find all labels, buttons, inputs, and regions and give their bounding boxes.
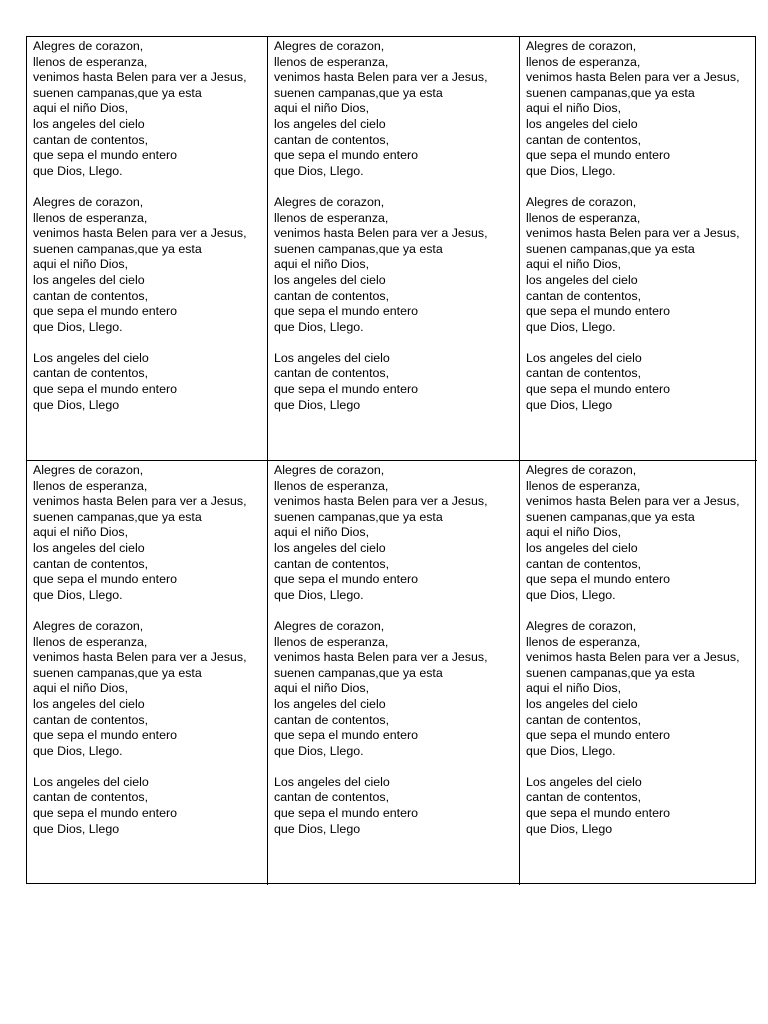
lyric-line: que sepa el mundo entero [526,806,670,821]
lyric-line: cantan de contentos, [33,790,149,805]
lyric-line: los angeles del cielo [274,696,386,711]
lyric-line: que Dios, Llego. [274,163,364,178]
verse-stanza [274,195,515,335]
lyric-line: que sepa el mundo entero [274,728,418,743]
lyric-line: los angeles del cielo [274,540,386,555]
lyric-line: que sepa el mundo entero [274,806,418,821]
lyric-line: venimos hasta Belen para ver a Jesus, [33,70,247,85]
lyric-line: llenos de esperanza, [274,210,389,225]
lyric-line: cantan de contentos, [526,712,642,727]
verse-stanza [526,463,749,603]
lyrics-card [27,461,268,885]
lyric-line: Los angeles del cielo [33,774,149,789]
lyric-line: aqui el niño Dios, [33,525,129,540]
lyric-line: que Dios, Llego. [274,319,364,334]
lyric-line: que Dios, Llego. [526,319,616,334]
lyric-line: los angeles del cielo [526,540,638,555]
lyric-line: llenos de esperanza, [33,634,148,649]
lyric-line: cantan de contentos, [526,132,642,147]
lyric-line: Alegres de corazon, [274,194,385,209]
lyric-line: que sepa el mundo entero [526,382,670,397]
lyric-line: que Dios, Llego. [526,587,616,602]
lyric-line: cantan de contentos, [526,366,642,381]
lyric-line: venimos hasta Belen para ver a Jesus, [526,494,740,509]
verse-stanza [33,39,257,179]
chorus-stanza [274,775,515,837]
lyric-line: llenos de esperanza, [33,210,148,225]
lyric-line: Los angeles del cielo [274,350,390,365]
lyric-line: los angeles del cielo [526,272,638,287]
lyric-line: suenen campanas,que ya esta [33,509,202,524]
lyric-line: llenos de esperanza, [33,54,148,69]
lyric-line: llenos de esperanza, [274,634,389,649]
lyric-line: cantan de contentos, [274,712,390,727]
lyric-line: aqui el niño Dios, [33,101,129,116]
lyric-line: aqui el niño Dios, [526,257,622,272]
lyric-line: que sepa el mundo entero [526,728,670,743]
lyric-line: venimos hasta Belen para ver a Jesus, [274,70,488,85]
lyric-line: Los angeles del cielo [526,774,642,789]
chorus-stanza [274,351,515,413]
lyric-line: suenen campanas,que ya esta [526,509,695,524]
lyric-line: cantan de contentos, [33,132,149,147]
chorus-stanza [33,775,257,837]
lyrics-card [268,37,520,461]
lyric-line: los angeles del cielo [526,696,638,711]
lyric-line: llenos de esperanza, [274,54,389,69]
lyric-line: llenos de esperanza, [526,478,641,493]
lyric-line: suenen campanas,que ya esta [274,665,443,680]
chorus-stanza [526,775,749,837]
lyric-line: cantan de contentos, [33,366,149,381]
lyric-line: Alegres de corazon, [274,39,385,53]
lyric-line: que Dios, Llego [274,397,361,412]
lyric-line: suenen campanas,que ya esta [274,85,443,100]
lyric-line: que sepa el mundo entero [274,148,418,163]
lyric-line: Alegres de corazon, [526,39,637,53]
lyric-line: que sepa el mundo entero [526,148,670,163]
lyric-line: que Dios, Llego. [526,163,616,178]
verse-stanza [526,195,749,335]
lyric-line: que Dios, Llego. [274,587,364,602]
lyric-line: que Dios, Llego [526,397,613,412]
lyric-line: venimos hasta Belen para ver a Jesus, [274,226,488,241]
lyric-line: los angeles del cielo [274,116,386,131]
lyric-line: aqui el niño Dios, [33,257,129,272]
lyric-line: Los angeles del cielo [33,350,149,365]
lyric-line: que Dios, Llego. [33,163,123,178]
lyric-line: cantan de contentos, [526,790,642,805]
lyric-line: Alegres de corazon, [526,618,637,633]
lyric-line: que sepa el mundo entero [526,572,670,587]
lyrics-card-grid [26,36,756,884]
lyric-line: suenen campanas,que ya esta [33,241,202,256]
lyric-line: los angeles del cielo [526,116,638,131]
lyric-line: cantan de contentos, [526,288,642,303]
verse-stanza [274,463,515,603]
lyric-line: Los angeles del cielo [274,774,390,789]
verse-stanza [33,463,257,603]
lyric-line: suenen campanas,que ya esta [274,509,443,524]
lyric-line: venimos hasta Belen para ver a Jesus, [526,70,740,85]
lyric-line: cantan de contentos, [33,288,149,303]
lyric-line: que Dios, Llego [274,821,361,836]
lyric-line: que sepa el mundo entero [274,382,418,397]
lyric-line: que sepa el mundo entero [274,304,418,319]
lyric-line: aqui el niño Dios, [274,681,370,696]
lyric-line: venimos hasta Belen para ver a Jesus, [274,650,488,665]
lyric-line: llenos de esperanza, [526,210,641,225]
lyrics-card [520,461,757,885]
lyrics-card [520,37,757,461]
lyric-line: suenen campanas,que ya esta [526,665,695,680]
lyric-line: venimos hasta Belen para ver a Jesus, [33,650,247,665]
lyric-line: Alegres de corazon, [274,463,385,477]
lyric-line: aqui el niño Dios, [526,525,622,540]
lyric-line: aqui el niño Dios, [526,101,622,116]
lyric-line: Alegres de corazon, [274,618,385,633]
lyric-line: los angeles del cielo [274,272,386,287]
lyric-line: aqui el niño Dios, [274,525,370,540]
lyric-line: que Dios, Llego. [274,743,364,758]
lyric-line: Alegres de corazon, [33,618,144,633]
lyric-line: venimos hasta Belen para ver a Jesus, [33,494,247,509]
lyric-line: los angeles del cielo [33,116,145,131]
lyric-line: que Dios, Llego [33,397,120,412]
lyric-line: cantan de contentos, [526,556,642,571]
lyrics-card [27,37,268,461]
lyric-line: cantan de contentos, [274,132,390,147]
lyric-line: que sepa el mundo entero [33,304,177,319]
lyric-line: llenos de esperanza, [274,478,389,493]
verse-stanza [274,39,515,179]
verse-stanza [274,619,515,759]
lyric-line: llenos de esperanza, [526,54,641,69]
lyric-line: venimos hasta Belen para ver a Jesus, [33,226,247,241]
lyric-line: que Dios, Llego. [33,319,123,334]
lyric-line: llenos de esperanza, [33,478,148,493]
lyric-line: Alegres de corazon, [526,194,637,209]
verse-stanza [33,195,257,335]
lyric-line: cantan de contentos, [33,556,149,571]
lyric-line: venimos hasta Belen para ver a Jesus, [274,494,488,509]
verse-stanza [33,619,257,759]
lyric-line: que Dios, Llego. [33,587,123,602]
lyric-line: los angeles del cielo [33,272,145,287]
lyric-line: Alegres de corazon, [33,194,144,209]
lyric-line: que sepa el mundo entero [526,304,670,319]
lyric-line: que sepa el mundo entero [33,572,177,587]
lyric-line: aqui el niño Dios, [526,681,622,696]
lyric-line: cantan de contentos, [274,556,390,571]
lyric-line: que sepa el mundo entero [33,148,177,163]
lyrics-card [268,461,520,885]
lyric-line: los angeles del cielo [33,540,145,555]
lyric-line: Alegres de corazon, [33,39,144,53]
chorus-stanza [526,351,749,413]
lyric-line: cantan de contentos, [274,790,390,805]
lyric-line: que sepa el mundo entero [33,728,177,743]
lyric-line: que Dios, Llego. [33,743,123,758]
lyric-line: suenen campanas,que ya esta [526,85,695,100]
lyric-line: aqui el niño Dios, [274,101,370,116]
verse-stanza [526,39,749,179]
lyric-line: suenen campanas,que ya esta [33,85,202,100]
lyric-line: venimos hasta Belen para ver a Jesus, [526,650,740,665]
lyric-line: suenen campanas,que ya esta [274,241,443,256]
lyric-line: que sepa el mundo entero [274,572,418,587]
lyric-line: cantan de contentos, [274,288,390,303]
lyric-line: aqui el niño Dios, [33,681,129,696]
lyric-line: los angeles del cielo [33,696,145,711]
lyric-line: suenen campanas,que ya esta [526,241,695,256]
lyric-line: suenen campanas,que ya esta [33,665,202,680]
lyric-line: cantan de contentos, [33,712,149,727]
lyric-line: cantan de contentos, [274,366,390,381]
lyric-line: aqui el niño Dios, [274,257,370,272]
lyric-line: Alegres de corazon, [33,463,144,477]
lyric-line: venimos hasta Belen para ver a Jesus, [526,226,740,241]
verse-stanza [526,619,749,759]
lyric-line: que Dios, Llego [33,821,120,836]
lyric-line: que sepa el mundo entero [33,806,177,821]
lyric-line: llenos de esperanza, [526,634,641,649]
lyric-line: Alegres de corazon, [526,463,637,477]
chorus-stanza [33,351,257,413]
lyric-line: Los angeles del cielo [526,350,642,365]
lyric-line: que Dios, Llego [526,821,613,836]
lyric-line: que sepa el mundo entero [33,382,177,397]
lyric-line: que Dios, Llego. [526,743,616,758]
